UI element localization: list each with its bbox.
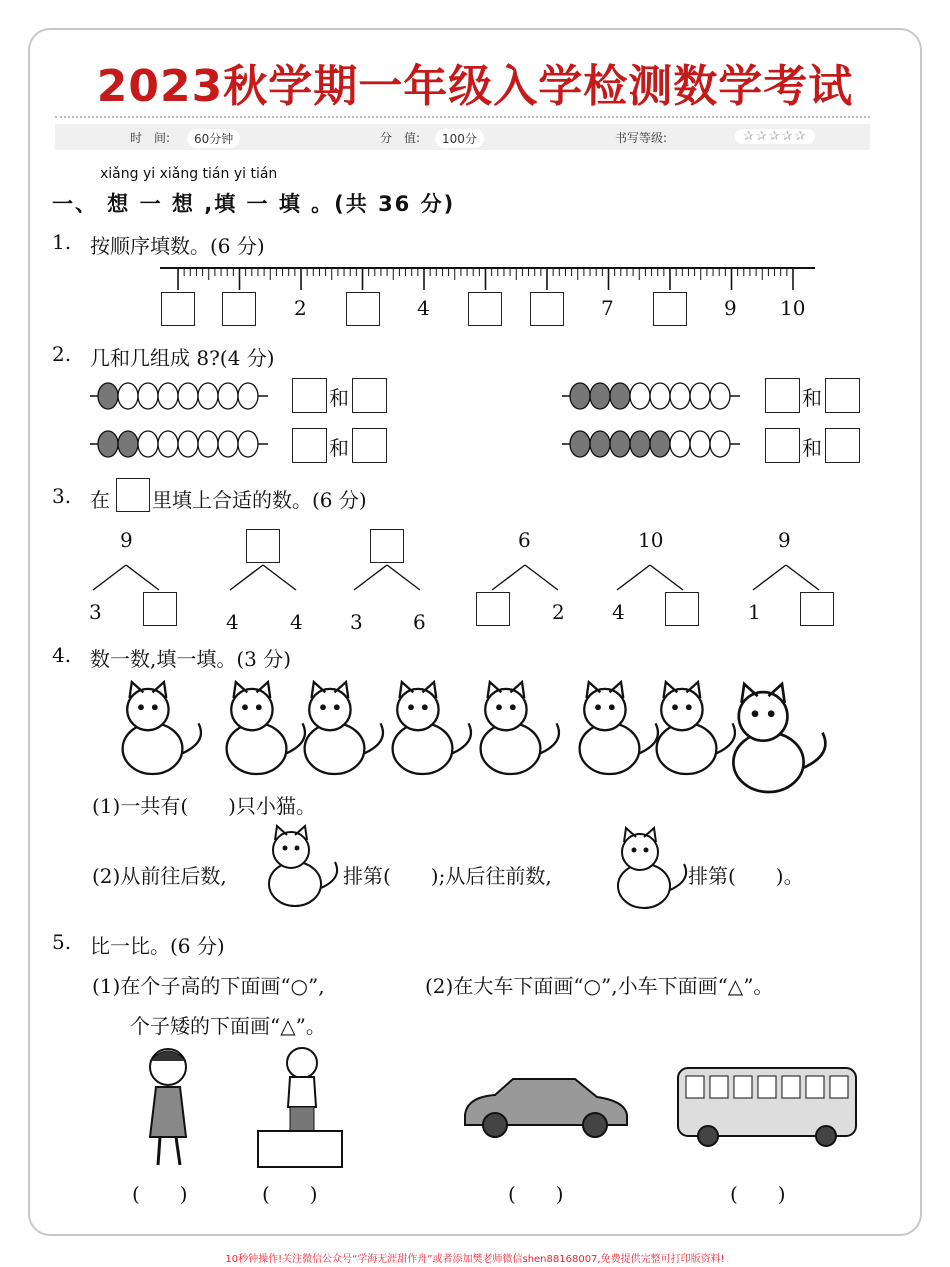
tree-left-number: 1 (748, 600, 761, 624)
cat-head (397, 689, 438, 730)
tree-branch (617, 565, 650, 590)
bead-filled (610, 431, 630, 457)
tree-branch (230, 565, 263, 590)
time-value: 60分钟 (187, 129, 240, 148)
cat-head (485, 689, 526, 730)
tree-right-number: 4 (290, 610, 303, 634)
cat-tail (321, 862, 337, 888)
bus-window (686, 1076, 704, 1098)
cat-eye (672, 704, 678, 710)
tree-top-number: 10 (638, 528, 664, 552)
q4-sub2-b: 排第( );从后往前数, (343, 864, 552, 888)
cat-head (661, 689, 702, 730)
footer-note: 10秒钟操作!关注微信公众号“学海无涯甜作舟”或者添加樊老师微信shen88168007,免费提供完整可打印版资料! (225, 1254, 725, 1265)
q4-text: 数一数,填一填。(3 分) (90, 647, 292, 671)
bus-window (782, 1076, 800, 1098)
car-wheel (483, 1113, 507, 1137)
cat-eye (334, 704, 340, 710)
girl-dress (150, 1087, 186, 1137)
answer-box[interactable] (346, 292, 380, 326)
cat-eye (595, 704, 601, 710)
bead-empty (218, 383, 238, 409)
cat-eye (686, 704, 692, 710)
cat-eye (138, 704, 144, 710)
q5-sub2: (2)在大车下面画“○”,小车下面画“△”。 (425, 974, 774, 998)
answer-paren[interactable]: ( ) (730, 1182, 786, 1206)
q5-sub1-line1: (1)在个子高的下面画“○”, (92, 974, 325, 998)
boy-head (287, 1048, 317, 1078)
time-label: 时 间: (130, 131, 171, 145)
girl-leg (158, 1137, 160, 1165)
bead-empty (670, 383, 690, 409)
number-trees (93, 565, 819, 590)
girl-hair (150, 1051, 186, 1061)
cat-picture (123, 682, 201, 774)
q1-text: 按顺序填数。(6 分) (90, 234, 265, 258)
boy-box (258, 1131, 342, 1167)
cat-picture (580, 682, 658, 774)
answer-box[interactable] (825, 428, 860, 463)
cat-body (123, 723, 183, 774)
q2-text: 几和几组成 8?(4 分) (90, 346, 275, 370)
answer-box[interactable] (765, 428, 800, 463)
tree-right-number: 6 (413, 610, 426, 634)
cat-body (618, 864, 670, 908)
cat-head (127, 689, 168, 730)
ruler-number: 9 (724, 296, 737, 320)
car-wheel (583, 1113, 607, 1137)
cat-body (269, 862, 321, 906)
cat-head (739, 692, 788, 741)
cat-tail (364, 723, 383, 753)
q4-label: 4. (52, 643, 72, 667)
answer-box[interactable] (292, 378, 327, 413)
bead-empty (690, 431, 710, 457)
bead-empty (650, 383, 670, 409)
cat-tail (286, 723, 305, 753)
q4-sub2-c: 排第( )。 (688, 864, 804, 888)
cat-eye (242, 704, 248, 710)
tree-branch (492, 565, 525, 590)
and-label: 和 (329, 436, 349, 460)
answer-box[interactable] (800, 592, 834, 626)
cat-picture (733, 684, 825, 792)
cat-tail (540, 723, 559, 753)
cat-body (393, 723, 453, 774)
striped-cat-picture (269, 826, 337, 906)
and-label: 和 (329, 386, 349, 410)
bead-filled (650, 431, 670, 457)
bead-empty (158, 431, 178, 457)
cat-eye (752, 710, 759, 717)
tree-right-number: 2 (552, 600, 565, 624)
cat-body (733, 733, 803, 792)
q5-sub1-line2: 个子矮的下面画“△”。 (130, 1014, 326, 1038)
tree-left-number: 4 (612, 600, 625, 624)
answer-box[interactable] (468, 292, 502, 326)
bead-empty (178, 383, 198, 409)
bead-filled (610, 383, 630, 409)
q4-sub1: (1)一共有( )只小猫。 (92, 794, 316, 818)
cat-body (481, 723, 541, 774)
cat-eye (632, 848, 637, 853)
bead-filled (590, 383, 610, 409)
cat-head (622, 834, 658, 870)
car-picture (465, 1079, 627, 1137)
bus-picture (678, 1068, 856, 1146)
q5-text: 比一比。(6 分) (90, 934, 225, 958)
ruler-number: 7 (601, 296, 614, 320)
q3-text-after: 里填上合适的数。(6 分) (152, 488, 367, 512)
boy-pants (290, 1107, 314, 1131)
cat-eye (644, 848, 649, 853)
cat-tail (804, 733, 826, 768)
bead-empty (670, 431, 690, 457)
cat-tail (639, 723, 658, 753)
bus-window (734, 1076, 752, 1098)
cat-tail (452, 723, 471, 753)
cat-eye (283, 846, 288, 851)
q2-label: 2. (52, 342, 72, 366)
q5-label: 5. (52, 930, 72, 954)
answer-box[interactable] (476, 592, 510, 626)
cat-tail (182, 723, 201, 753)
ruler-number: 10 (780, 296, 806, 320)
bead-empty (158, 383, 178, 409)
tree-branch (650, 565, 683, 590)
cat-eye (768, 710, 775, 717)
bead-filled (570, 431, 590, 457)
bead-rows (90, 383, 740, 457)
boy-shirt (288, 1077, 316, 1107)
cat-eye (408, 704, 414, 710)
score-label: 分 值: (380, 131, 421, 145)
and-label: 和 (802, 386, 822, 410)
bead-empty (218, 431, 238, 457)
tree-top-number: 9 (120, 528, 133, 552)
and-label: 和 (802, 436, 822, 460)
bead-filled (630, 431, 650, 457)
bead-empty (178, 431, 198, 457)
tree-top-number: 9 (778, 528, 791, 552)
cat-picture (657, 682, 735, 774)
bead-empty (138, 383, 158, 409)
bus-window (758, 1076, 776, 1098)
grade-stars: ✰✰✰✰✰ (735, 129, 815, 144)
boy-picture (258, 1048, 342, 1167)
bead-empty (630, 383, 650, 409)
bus-wheel (698, 1126, 718, 1146)
bead-empty (198, 383, 218, 409)
cat-body (657, 723, 717, 774)
bead-empty (238, 431, 258, 457)
bead-filled (98, 431, 118, 457)
bead-filled (98, 383, 118, 409)
tree-branch (93, 565, 126, 590)
cat-tail (716, 723, 735, 753)
answer-box[interactable] (143, 592, 177, 626)
answer-box[interactable] (246, 529, 280, 563)
answer-box[interactable] (352, 378, 387, 413)
cat-eye (295, 846, 300, 851)
cat-eye (152, 704, 158, 710)
cat-eye (609, 704, 615, 710)
q1-label: 1. (52, 230, 72, 254)
cat-eye (510, 704, 516, 710)
bead-filled (118, 431, 138, 457)
bead-empty (118, 383, 138, 409)
tree-branch (387, 565, 420, 590)
answer-box[interactable] (665, 592, 699, 626)
answer-box[interactable] (222, 292, 256, 326)
cat-picture (227, 682, 305, 774)
bus-window (710, 1076, 728, 1098)
cat-head (309, 689, 350, 730)
tree-left-number: 3 (350, 610, 363, 634)
tree-left-number: 3 (89, 600, 102, 624)
bus-window (806, 1076, 824, 1098)
cat-head (231, 689, 272, 730)
girl-picture (150, 1049, 186, 1165)
cat-eye (320, 704, 326, 710)
answer-box[interactable] (161, 292, 195, 326)
answer-box[interactable] (292, 428, 327, 463)
tree-branch (753, 565, 786, 590)
answer-box[interactable] (653, 292, 687, 326)
bead-filled (570, 383, 590, 409)
answer-paren[interactable]: ( ) (132, 1182, 188, 1206)
cat-picture (393, 682, 471, 774)
cat-head (584, 689, 625, 730)
answer-box[interactable] (765, 378, 800, 413)
cat-body (305, 723, 365, 774)
score-value: 100分 (435, 129, 484, 148)
answer-box[interactable] (825, 378, 860, 413)
cat-eye (496, 704, 502, 710)
bead-empty (138, 431, 158, 457)
q4-sub2-a: (2)从前往后数, (92, 864, 227, 888)
ruler-number: 2 (294, 296, 307, 320)
hat-cat-picture (618, 828, 686, 908)
tree-branch (525, 565, 558, 590)
answer-box[interactable] (352, 428, 387, 463)
tree-left-number: 4 (226, 610, 239, 634)
cat-tail (670, 864, 686, 890)
cat-body (580, 723, 640, 774)
section1-heading: 一、 想 一 想 ,填 一 填 。(共 36 分) (52, 192, 456, 216)
bead-filled (590, 431, 610, 457)
bead-empty (198, 431, 218, 457)
q3-label: 3. (52, 484, 72, 508)
q3-text-before: 在 (90, 488, 110, 512)
cat-picture (305, 682, 383, 774)
section1-pinyin: xiǎng yi xiǎng tián yi tián (100, 166, 278, 182)
bead-empty (690, 383, 710, 409)
cat-eye (256, 704, 262, 710)
page-title: 2023秋学期一年级入学检测数学考试 (96, 61, 854, 112)
tree-branch (786, 565, 819, 590)
pictures (123, 682, 856, 1167)
cat-picture (481, 682, 559, 774)
answer-paren[interactable]: ( ) (508, 1182, 564, 1206)
tree-branch (354, 565, 387, 590)
ruler (160, 268, 815, 290)
tree-branch (263, 565, 296, 590)
tree-top-number: 6 (518, 528, 531, 552)
grade-label: 书写等级: (615, 131, 668, 145)
bead-empty (238, 383, 258, 409)
answer-box[interactable] (370, 529, 404, 563)
cat-eye (422, 704, 428, 710)
bus-wheel (816, 1126, 836, 1146)
bus-window (830, 1076, 848, 1098)
bead-empty (710, 431, 730, 457)
example-box (116, 478, 150, 512)
cat-body (227, 723, 287, 774)
answer-paren[interactable]: ( ) (262, 1182, 318, 1206)
answer-box[interactable] (530, 292, 564, 326)
tree-branch (126, 565, 159, 590)
ruler-number: 4 (417, 296, 430, 320)
cat-head (273, 832, 309, 868)
girl-leg (176, 1137, 180, 1165)
bead-empty (710, 383, 730, 409)
